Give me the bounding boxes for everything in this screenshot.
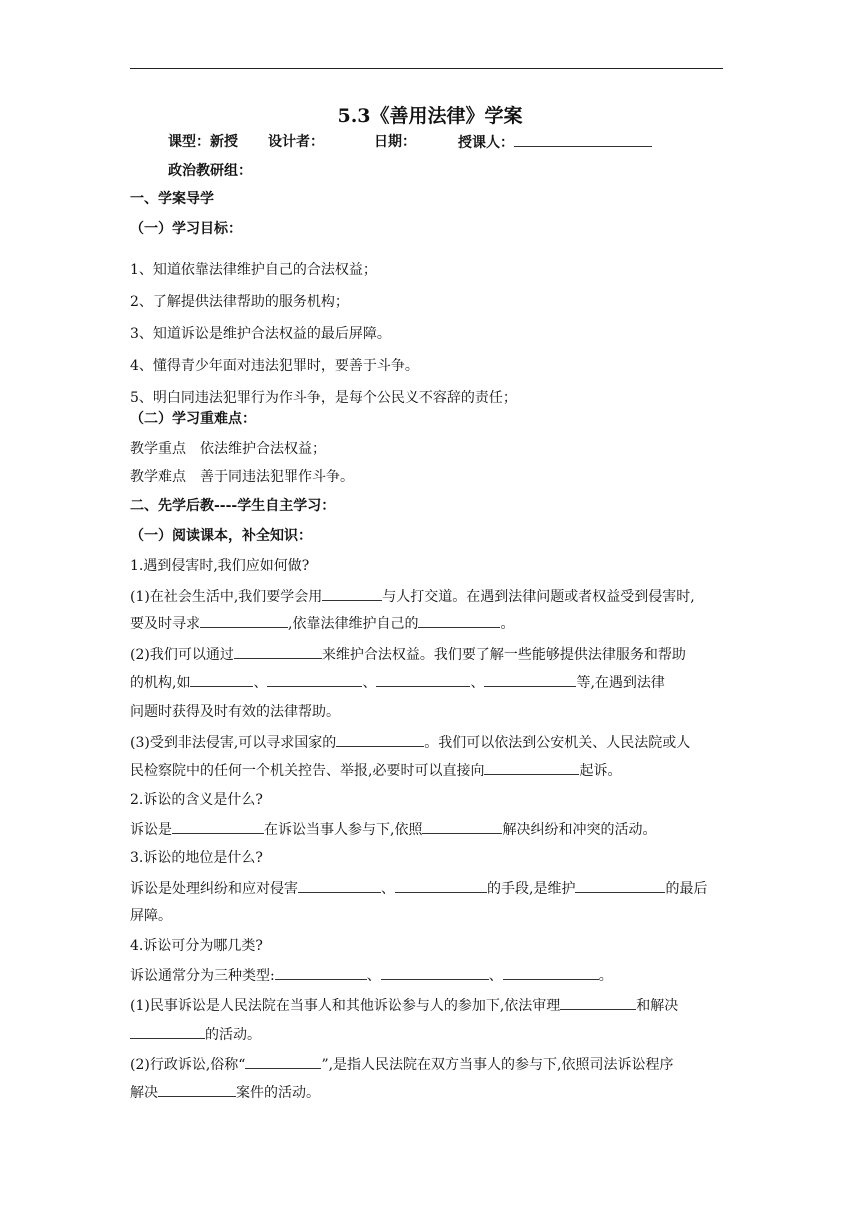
course-type: 课型：新授 xyxy=(168,134,238,150)
question-1: 1.遇到侵害时,我们应如何做? xyxy=(130,558,310,574)
q3-answer-line-2: 屏障。 xyxy=(130,908,172,924)
teacher-label: 授课人： xyxy=(458,133,652,152)
q4-paragraph-1-line-1: (1)民事诉讼是人民法院在当事人和其他诉讼参与人的参加下,依法审理 和解决 xyxy=(130,998,679,1014)
blank xyxy=(158,1083,236,1097)
q1-paragraph-1-line-1: (1)在社会生活中,我们要学会用 与人打交道。在遇到法律问题或者权益受到侵害时, xyxy=(130,589,695,605)
blank xyxy=(298,879,381,893)
blank xyxy=(575,879,665,893)
q3-answer-line: 诉讼是处理纠纷和应对侵害 、 的手段,是维护 的最后 xyxy=(130,881,708,897)
q1-paragraph-2-line-1: (2)我们可以通过 来维护合法权益。我们要了解一些能够提供法律服务和帮助 xyxy=(130,647,686,663)
blank xyxy=(422,820,502,834)
q1-paragraph-3-line-1: (3)受到非法侵害,可以寻求国家的 。我们可以依法到公安机关、人民法院或人 xyxy=(130,735,691,751)
group-label: 政治教研组： xyxy=(168,163,252,179)
goal-item: 1、知道依靠法律维护自己的合法权益； xyxy=(130,262,377,278)
blank xyxy=(376,673,470,687)
section2-heading: 二、先学后教----学生自主学习： xyxy=(130,498,336,514)
blank xyxy=(560,996,636,1010)
question-4: 4.诉讼可分为哪几类? xyxy=(130,938,263,954)
q2-answer-line: 诉讼是 在诉讼当事人参与下,依照 解决纠纷和冲突的活动。 xyxy=(130,822,657,838)
blank xyxy=(172,820,264,834)
blank xyxy=(190,673,253,687)
header-rule xyxy=(130,68,723,69)
key-point: 教学重点 依法维护合法权益； xyxy=(130,441,326,457)
blank xyxy=(484,673,576,687)
blank xyxy=(245,1055,321,1069)
blank xyxy=(381,966,489,980)
blank xyxy=(336,733,424,747)
goal-item: 2、了解提供法律帮助的服务机构； xyxy=(130,294,349,310)
q1-paragraph-1-line-2: 要及时寻求 ,依靠法律维护自己的 。 xyxy=(130,616,515,632)
difficult-point: 教学难点 善于同违法犯罪作斗争。 xyxy=(130,469,354,485)
blank xyxy=(395,879,487,893)
q1-paragraph-2-line-3: 问题时获得及时有效的法律帮助。 xyxy=(130,704,340,720)
q4-paragraph-2-line-1: (2)行政诉讼,俗称“ ”,是指人民法院在双方当事人的参与下,依照司法诉讼程序 xyxy=(130,1057,674,1073)
goals-heading: （一）学习目标： xyxy=(130,221,242,237)
blank xyxy=(267,673,362,687)
blank xyxy=(484,761,579,775)
read-heading: （一）阅读课本，补全知识： xyxy=(130,528,312,544)
blank xyxy=(200,614,288,628)
goal-item: 5、明白同违法犯罪行为作斗争，是每个公民义不容辞的责任； xyxy=(130,390,517,406)
q4-paragraph-1-line-2: 的活动。 xyxy=(130,1025,261,1044)
blank xyxy=(503,966,599,980)
q1-paragraph-2-line-2: 的机构,如 、 、 、 等,在遇到法律 xyxy=(130,675,665,691)
date-label: 日期： xyxy=(374,134,416,150)
page-title: 5.3《善用法律》学案 xyxy=(337,105,523,127)
key-heading: （二）学习重难点： xyxy=(130,411,256,427)
section1-heading: 一、学案导学 xyxy=(130,191,214,207)
question-3: 3.诉讼的地位是什么? xyxy=(130,850,263,866)
blank xyxy=(130,1025,205,1039)
q1-paragraph-3-line-2: 民检察院中的任何一个机关控告、举报,必要时可以直接向 起诉。 xyxy=(130,763,622,779)
blank xyxy=(275,966,367,980)
goal-item: 3、知道诉讼是维护合法权益的最后屏障。 xyxy=(130,326,391,342)
q4-answer-line: 诉讼通常分为三种类型: 、 、 。 xyxy=(130,968,613,984)
goal-item: 4、懂得青少年面对违法犯罪时，要善于斗争。 xyxy=(130,358,419,374)
blank xyxy=(234,645,322,659)
teacher-blank xyxy=(514,133,652,147)
blank xyxy=(322,587,382,601)
question-2: 2.诉讼的含义是什么? xyxy=(130,792,263,808)
designer-label: 设计者： xyxy=(268,134,324,150)
blank xyxy=(418,614,500,628)
q4-paragraph-2-line-2: 解决 案件的活动。 xyxy=(130,1085,320,1101)
